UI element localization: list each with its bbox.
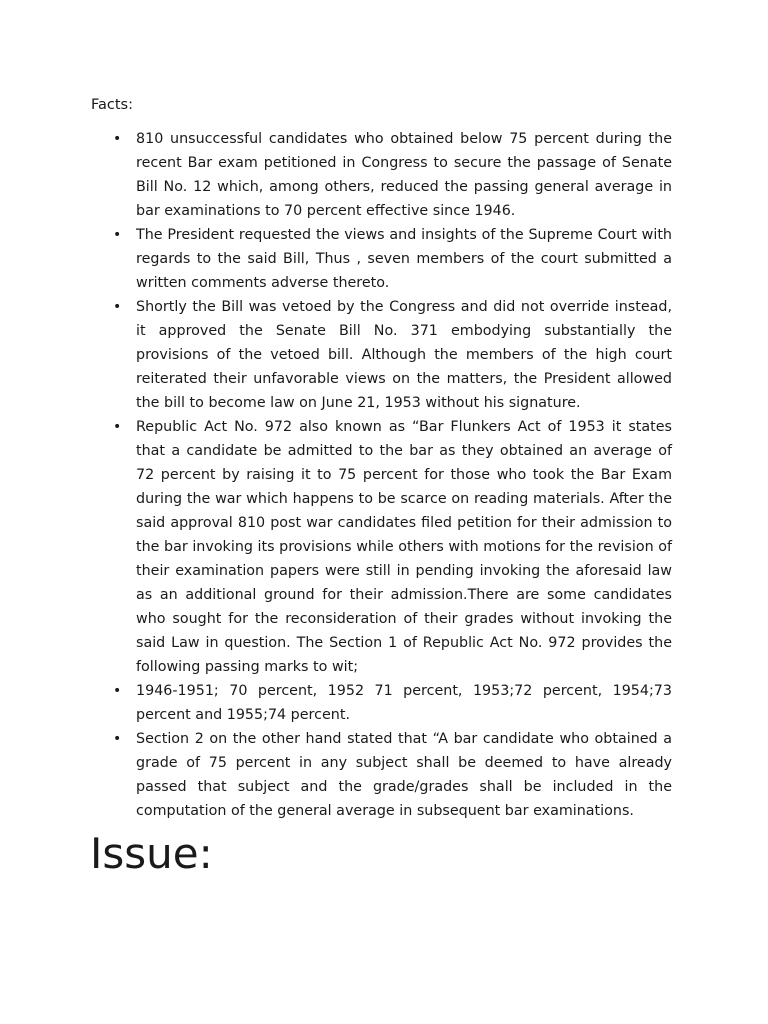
list-item xyxy=(113,727,672,823)
fact-text: 1946-1951; 70 percent, 1952 71 percent, 1953;72 percent, 1954;73 percent and 1955;74 percent. xyxy=(136,683,672,723)
fact-text: The President requested the views and insights of the Supreme Court with regards to the said Bill, Thus , seven members of the court submitted a written comments adverse thereto. xyxy=(136,227,672,291)
list-item xyxy=(113,295,672,415)
fact-text: 810 unsuccessful candidates who obtained below 75 percent during the recent Bar exam petitioned in Congress to secure the passage of Senate Bill No. 12 which, among others, reduced the passing general average in bar examinations to 70 percent effective since 1946. xyxy=(136,131,672,219)
fact-text: Section 2 on the other hand stated that “A bar candidate who obtained a grade of 75 percent in any subject shall be deemed to have already passed that subject and the grade/grades shall be included in the computation of the general average in subsequent bar examinations. xyxy=(136,731,672,819)
bullet-icon: • xyxy=(113,683,122,699)
fact-text: Shortly the Bill was vetoed by the Congress and did not override instead, it approved the Senate Bill No. 371 embodying substantially the provisions of the vetoed bill. Although the members of the high court reiterated their unfavorable views on the matters, the President allowed the bill to become law on June 21, 1953 without his signature. xyxy=(136,299,672,411)
facts-heading: Facts: xyxy=(91,97,133,113)
bullet-icon: • xyxy=(113,131,122,147)
issue-heading: Issue: xyxy=(90,829,213,878)
bullet-icon: • xyxy=(113,227,122,243)
list-item xyxy=(113,415,672,679)
list-item xyxy=(113,127,672,223)
list-item xyxy=(113,679,672,727)
list-item xyxy=(113,223,672,295)
bullet-icon: • xyxy=(113,731,122,747)
bullet-icon: • xyxy=(113,299,122,315)
bullet-icon: • xyxy=(113,419,122,435)
facts-list xyxy=(113,127,672,823)
fact-text: Republic Act No. 972 also known as “Bar Flunkers Act of 1953 it states that a candidate be admitted to the bar as they obtained an average of 72 percent by raising it to 75 percent for those who took the Bar Exam during the war which happens to be scarce on reading materials. After the said approval 810 post war candidates filed petition for their admission to the bar invoking its provisions while others with motions for the revision of their examination papers were still in pending invoking the aforesaid law as an additional ground for their admission.There are some candidates who sought for the reconsideration of their grades without invoking the said Law in question. The Section 1 of Republic Act No. 972 provides the following passing marks to wit; xyxy=(136,419,672,675)
